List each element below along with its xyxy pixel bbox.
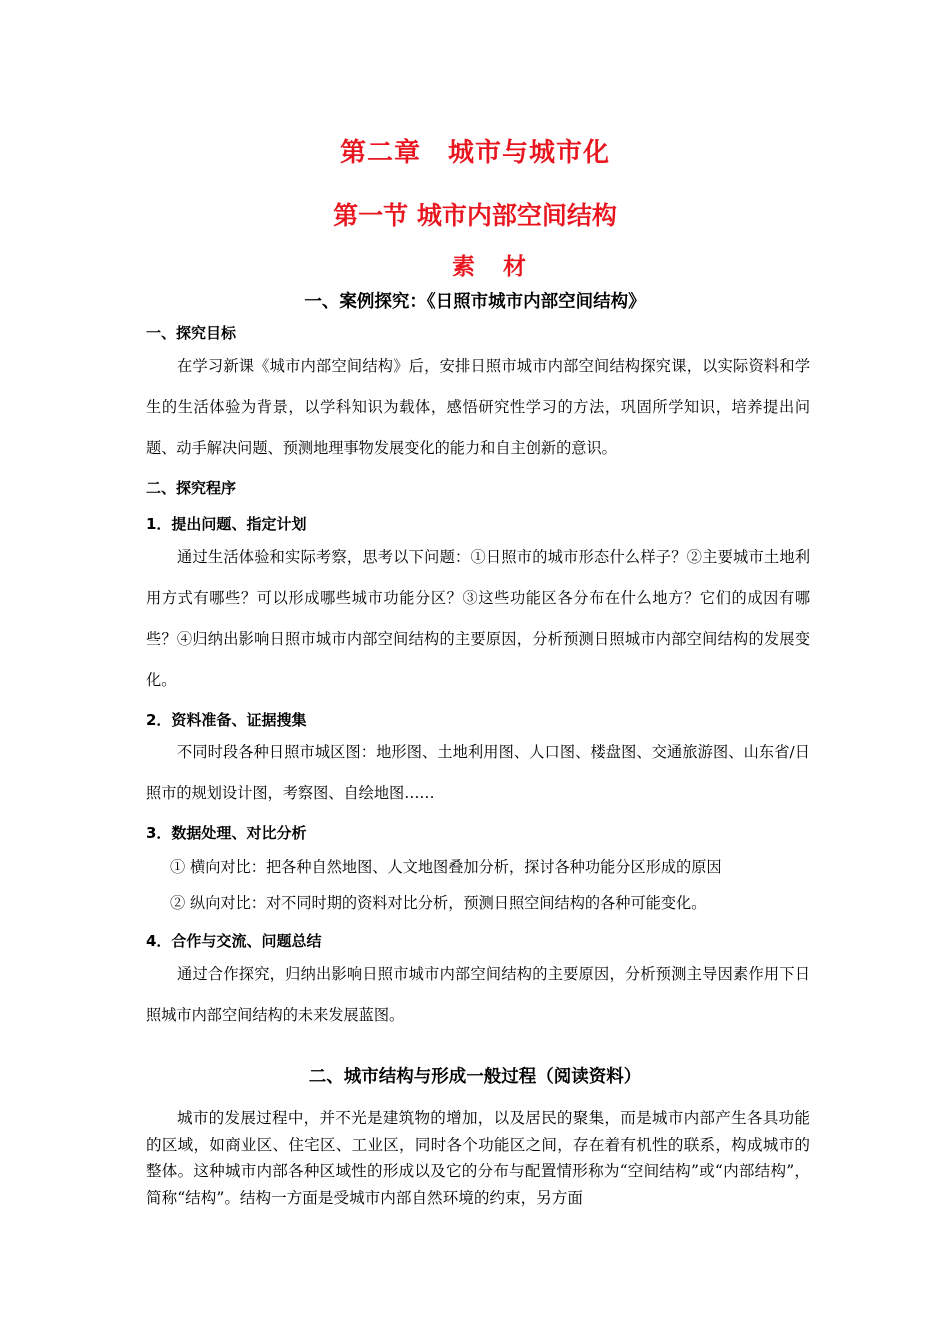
material-title: 素材 [452, 254, 554, 280]
section-title: 第一节 城市内部空间结构 [333, 201, 617, 230]
step1-heading: 1．提出问题、指定计划 [146, 515, 307, 533]
step1-paragraph: 通过生活体验和实际考察，思考以下问题：①日照市的城市形态什么样子？②主要城市土地利用方式有哪些？可以形成哪些城市功能分区？③这些功能区各分布在什么地方？它们的成因有哪些？④归纳出影响日照市城市内部空间结构的主要原因，分析预测日照城市内部空间结构的发展变化。 [146, 548, 810, 689]
case-study-heading: 一、案例探究：《日照市城市内部空间结构》 [304, 292, 646, 312]
step2-heading: 2．资料准备、证据搜集 [146, 711, 307, 729]
step3-heading: 3．数据处理、对比分析 [146, 824, 307, 842]
procedure-heading: 二、探究程序 [146, 479, 237, 497]
chapter-title: 第二章 城市与城市化 [339, 138, 610, 168]
goal-heading: 一、探究目标 [146, 324, 237, 342]
step4-heading: 4．合作与交流、问题总结 [146, 932, 322, 950]
step3-line-vertical: ② 纵向对比：对不同时期的资料对比分析，预测日照空间结构的各种可能变化。 [170, 894, 707, 912]
step4-paragraph: 通过合作探究，归纳出影响日照市城市内部空间结构的主要原因，分析预测主导因素作用下日照城市内部空间结构的未来发展蓝图。 [146, 965, 810, 1024]
step3-line-horizontal: ① 横向对比：把各种自然地图、人文地图叠加分析，探讨各种功能分区形成的原因 [170, 858, 722, 876]
reading-paragraph: 城市的发展过程中，并不光是建筑物的增加，以及居民的聚集，而是城市内部产生各具功能的区域，如商业区、住宅区、工业区，同时各个功能区之间，存在着有机性的联系，构成城市的整体。这种城市内部各种区域性的形成以及它的分布与配置情形称为“空间结构”或“内部结构”，简称“结构”。结构一方面是受城市内部自然环境的约束，另方面 [146, 1109, 810, 1207]
reading-heading: 二、城市结构与形成一般过程（阅读资料） [308, 1067, 642, 1087]
step2-paragraph: 不同时段各种日照市城区图：地形图、土地利用图、人口图、楼盘图、交通旅游图、山东省/日照市的规划设计图，考察图、自绘地图…… [146, 743, 810, 802]
goal-paragraph: 在学习新课《城市内部空间结构》后，安排日照市城市内部空间结构探究课，以实际资料和学生的生活体验为背景，以学科知识为载体，感悟研究性学习的方法，巩固所学知识，培养提出问题、动手解决问题、预测地理事物发展变化的能力和自主创新的意识。 [146, 357, 810, 457]
